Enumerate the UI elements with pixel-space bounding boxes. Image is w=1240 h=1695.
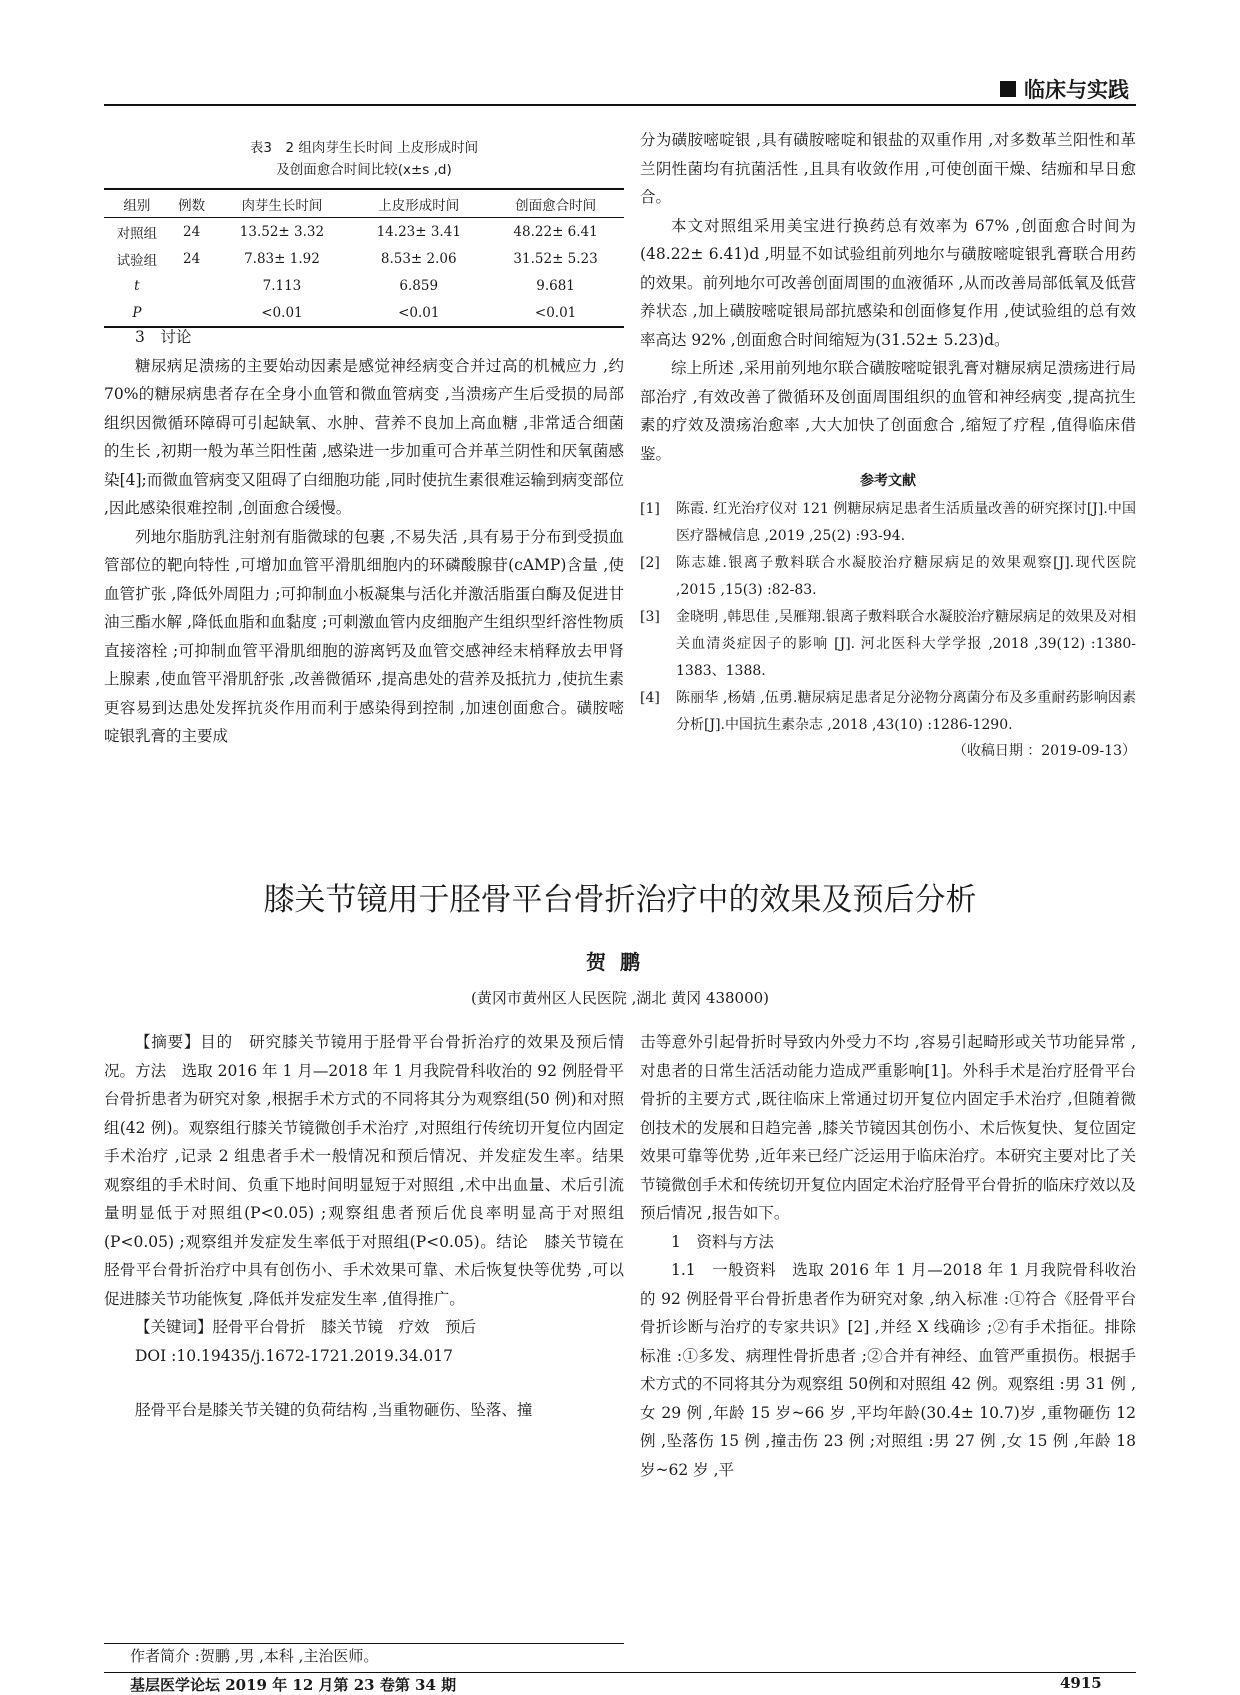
table-cell: 7.83± 1.92	[244, 250, 320, 267]
table-cell: 31.52± 5.23	[513, 250, 598, 267]
header-rule	[104, 104, 1136, 106]
table-cell: 8.53± 2.06	[380, 250, 457, 267]
table-caption-line: 及创面愈合时间比较(x±s ,d)	[276, 162, 452, 178]
body-paragraph: 列地尔脂肪乳注射剂有脂微球的包裹 ,不易失活 ,具有易于分布到受损血管部位的靶向特性 ,可增加血管平滑肌细胞内的环磷酸腺苷(cAMP)含量 ,使血管扩张 ,降低外周阻力 ;可抑制血小板凝集与活化并激活脂蛋白酶及促进甘油三酯水解 ,降低血脂和血黏度 ;可刺激血管内皮细胞产生组织型纤溶性物质直接溶栓 ;可抑制血管平滑肌细胞的游离钙及血管交感神经末梢释放去甲肾上腺素 ,使血管平滑肌舒张 ,改善微循环 ,提高患处的营养及抵抗力 ,使抗生素更容易到达患处发挥抗炎作用而利于感染得到控制 ,加速创面愈合。磺胺嘧啶银乳膏的主要成	[104, 527, 624, 745]
table-cell: <0.01	[214, 299, 351, 327]
table-cell: P	[104, 299, 170, 327]
table-cell: <0.01	[350, 299, 487, 327]
article-affiliation: (黄冈市黄州区人民医院 ,湖北 黄冈 438000)	[470, 989, 770, 1007]
journal-info: 基层医学论坛 2019 年 12 月第 23 卷第 34 期	[130, 1676, 457, 1694]
reference-text: 金晓明 ,韩思佳 ,吴雁翔.银离子敷料联合水凝胶治疗糖尿病足的效果及对相关血清炎症因子的影响 [J]. 河北医科大学学报 ,2018 ,39(12) :1380-1383、1388.	[676, 609, 1136, 679]
table-row	[104, 272, 624, 299]
reference-item	[640, 604, 1136, 685]
table-cell: 对照组	[116, 225, 158, 242]
square-bullet-icon	[1000, 81, 1016, 97]
table-cell: 24	[183, 250, 201, 267]
reference-text: 陈丽华 ,杨婧 ,伍勇.糖尿病足患者足分泌物分离菌分布及多重耐药影响因素分析[J].中国抗生素杂志 ,2018 ,43(10) :1286-1290.	[676, 690, 1136, 733]
page-number: 4915	[1060, 1674, 1102, 1692]
table-row	[104, 218, 624, 246]
author-note: 作者简介 :贺鹏 ,男 ,本科 ,主治医师。	[130, 1647, 379, 1665]
body-paragraph: 糖尿病足溃疡的主要始动因素是感觉神经病变合并过高的机械应力 ,约 70%的糖尿病患者存在全身小血管和微血管病变 ,当溃疡产生后受损的局部组织因微循环障碍可引起缺氧、水肿、营养不良加上高血糖 ,非常适合细菌的生长 ,初期一般为革兰阳性菌 ,感染进一步加重可合并革兰阴性和厌氧菌感染[4];而微血管病变又阻碍了白细胞功能 ,同时使抗生素很难运输到病变部位 ,因此感染很难控制 ,创面愈合缓慢。	[104, 356, 624, 517]
body-paragraph: 分为磺胺嘧啶银 ,具有磺胺嘧啶和银盐的双重作用 ,对多数革兰阳性和革兰阴性菌均有抗菌活性 ,且具有收敛作用 ,可使创面干燥、结痂和早日愈合。	[640, 131, 1136, 206]
section-heading: 3 讨论	[135, 328, 192, 346]
reference-number: [3]	[640, 609, 660, 625]
reference-text: 陈霞. 红光治疗仪对 121 例糖尿病足患者生活质量改善的研究探讨[J].中国医疗器械信息 ,2019 ,25(2) :93-94.	[676, 501, 1136, 544]
reference-text: 陈志雄.银离子敷料联合水凝胶治疗糖尿病足的效果观察[J].现代医院 ,2015 ,15(3) :82-83.	[676, 555, 1136, 598]
body-paragraph: 综上所述 ,采用前列地尔联合磺胺嘧啶银乳膏对糖尿病足溃疡进行局部治疗 ,有效改善了微循环及创面周围组织的血管和神经病变 ,提高抗生素的疗效及溃疡治愈率 ,大大加快了创面愈合 ,缩短了疗程 ,值得临床借鉴。	[640, 359, 1136, 463]
table-cell: t	[134, 277, 140, 294]
reference-item	[640, 550, 1136, 604]
data-table	[104, 188, 624, 328]
column-header: 肉芽生长时间	[214, 189, 351, 218]
footer-rule	[104, 1672, 1136, 1673]
article-author: 贺鹏	[586, 950, 654, 974]
reference-item	[640, 496, 1136, 550]
reference-item	[640, 685, 1136, 739]
table-cell: 6.859	[399, 277, 439, 294]
table-cell: 试验组	[116, 252, 158, 269]
received-date: （收稿日期 ：2019-09-13）	[952, 743, 1136, 759]
left-column-bottom	[104, 1028, 640, 1425]
table-caption	[104, 137, 624, 181]
reference-number: [1]	[640, 501, 660, 517]
column-header: 上皮形成时间	[350, 189, 487, 218]
keywords: 【关键词】胫骨平台骨折 膝关节镜 疗效 预后	[135, 1318, 477, 1336]
table-row	[104, 245, 624, 272]
table-cell: <0.01	[487, 299, 624, 327]
abstract: 【摘要】目的 研究膝关节镜用于胫骨平台骨折治疗的效果及预后情况。方法 选取 2016 年 1 月—2018 年 1 月我院骨科收治的 92 例胫骨平台骨折患者为研究对象 ,根据手术方式的不同将其分为观察组(50 例)和对照组(42 例)。观察组行膝关节镜微创手术治疗 ,对照组行传统切开复位内固定手术治疗 ,记录 2 组患者手术一般情况和预后情况、并发症发生率。结果 观察组的手术时间、负重下地时间明显短于对照组 ,术中出血量、术后引流量明显低于对照组(P<0.05) ;观察组患者预后优良率明显高于对照组(P<0.05) ;观察组并发症发生率低于对照组(P<0.05)。结论 膝关节镜在胫骨平台骨折治疗中具有创伤小、手术效果可靠、术后恢复快等优势 ,可以促进膝关节功能恢复 ,降低并发症发生率 ,值得推广。	[104, 1033, 640, 1308]
body-paragraph: 1.1 一般资料 选取 2016 年 1 月—2018 年 1 月我院骨科收治的 92 例胫骨平台骨折患者作为研究对象 ,纳入标准 :①符合《胫骨平台骨折诊断与治疗的专家共识》[2] ,并经 X 线确诊 ;②有手术指征。排除标准 :①多发、病理性骨折患者 ;②合并有神经、血管严重损伤。根据手术方式的不同将其分为观察组 50例和对照组 42 例。观察组 :男 31 例 ,女 29 例 ,年龄 15 岁~66 岁 ,平均年龄(30.4± 10.7)岁 ,重物砸伤 12 例 ,坠落伤 15 例 ,撞击伤 23 例 ;对照组 :男 27 例 ,女 15 例 ,年龄 18 岁~62 岁 ,平	[640, 1261, 1136, 1479]
footnote-rule	[104, 1643, 624, 1644]
body-paragraph: 击等意外引起骨折时导致内外受力不均 ,容易引起畸形或关节功能异常 ,对患者的日常生活活动能力造成严重影响[1]。外科手术是治疗胫骨平台骨折的主要方式 ,既往临床上常通过切开复位内固定手术治疗 ,但随着微创技术的发展和日趋完善 ,膝关节镜因其创伤小、术后恢复快、复位固定效果可靠等优势 ,近年来已经广泛运用于临床治疗。本研究主要对比了关节镜微创手术和传统切开复位内固定术治疗胫骨平台骨折的临床疗效以及预后情况 ,报告如下。	[640, 1033, 1137, 1222]
table-header-row	[104, 189, 624, 218]
doi: DOI :10.19435/j.1672-1721.2019.34.017	[135, 1346, 453, 1365]
right-column-top	[640, 126, 1136, 763]
table-cell: 14.23± 3.41	[376, 223, 461, 240]
reference-number: [2]	[640, 555, 660, 571]
table-cell: 7.113	[262, 277, 302, 294]
section-heading: 1 资料与方法	[671, 1232, 774, 1251]
table-caption-line: 表3 2 组肉芽生长时间 上皮形成时间	[249, 140, 479, 156]
table-cell: 48.22± 6.41	[513, 223, 598, 240]
column-header: 创面愈合时间	[487, 189, 624, 218]
left-column-top	[104, 323, 624, 751]
section-header	[1000, 76, 1129, 102]
right-column-bottom	[640, 1028, 1136, 1484]
column-header: 例数	[170, 189, 214, 218]
body-paragraph: 胫骨平台是膝关节关键的负荷结构 ,当重物砸伤、坠落、撞	[135, 1401, 533, 1419]
body-paragraph: 本文对照组采用美宝进行换药总有效率为 67% ,创面愈合时间为(48.22± 6.41)d ,明显不如试验组前列地尔与磺胺嘧啶银乳膏联合用药的效果。前列地尔可改善创面周围的血液循环 ,从而改善局部低氧及低营养状态 ,加上磺胺嘧啶银局部抗感染和创面修复作用 ,使试验组的总有效率高达 92% ,创面愈合时间缩短为(31.52± 5.23)d。	[640, 216, 1136, 349]
reference-number: [4]	[640, 690, 660, 706]
section-label: 临床与实践	[1024, 78, 1129, 102]
column-header: 组别	[104, 189, 170, 218]
table-cell: 13.52± 3.32	[239, 223, 325, 240]
table-cell: 24	[183, 223, 201, 240]
table-cell	[170, 272, 214, 299]
table-cell: 9.681	[536, 277, 575, 294]
article-title: 膝关节镜用于胫骨平台骨折治疗中的效果及预后分析	[263, 882, 977, 918]
references-title: 参考文献	[860, 473, 916, 489]
